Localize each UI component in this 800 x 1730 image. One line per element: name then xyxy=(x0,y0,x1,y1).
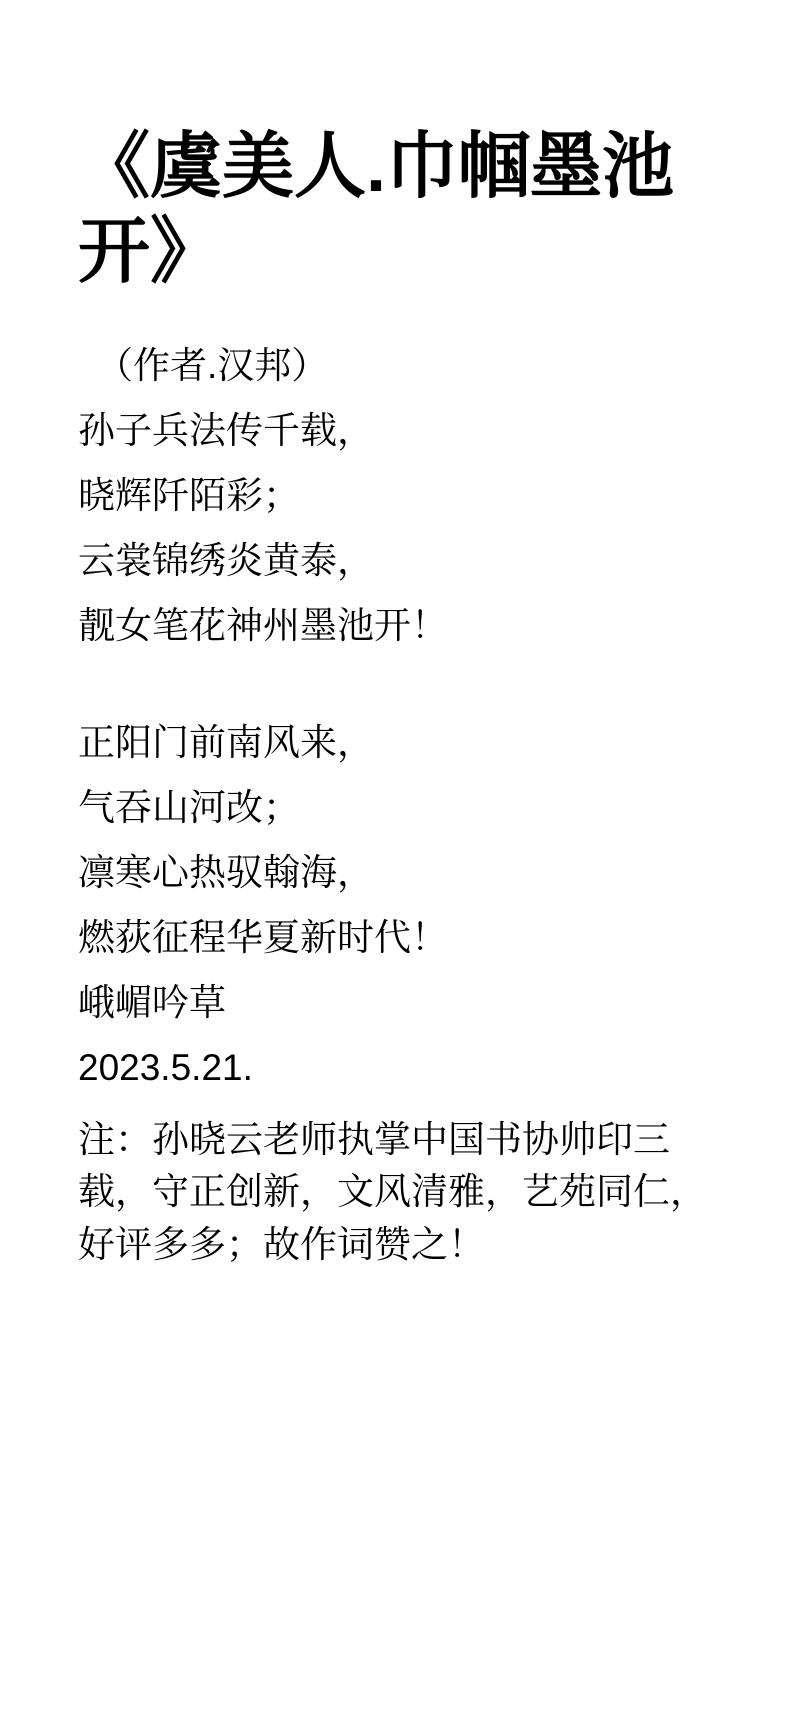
note-text: 注：孙晓云老师执掌中国书协帅印三载，守正创新，文风清雅，艺苑同仁，好评多多；故作词赞之！ xyxy=(78,1118,707,1265)
poem-line: 正阳门前南风来， xyxy=(78,721,374,763)
stanza-separator xyxy=(78,672,730,724)
poem-line: 燃荻征程华夏新时代！ xyxy=(78,916,448,958)
author-line: （作者.汉邦） xyxy=(96,344,329,386)
poem-line: 孙子兵法传千载， xyxy=(78,409,374,451)
poem-line: 凛寒心热驭翰海， xyxy=(78,851,374,893)
signature-line: 峨嵋吟草 xyxy=(78,981,226,1023)
poem-line: 晓辉阡陌彩； xyxy=(78,474,300,516)
page-title: 《虞美人.巾帼墨池开》 xyxy=(78,127,675,292)
poem-line: 气吞山河改； xyxy=(78,786,300,828)
poem-line: 靓女笔花神州墨池开！ xyxy=(78,604,448,646)
date-line: 2023.5.21. xyxy=(78,1046,253,1088)
poem-line: 云裳锦绣炎黄泰， xyxy=(78,539,374,581)
